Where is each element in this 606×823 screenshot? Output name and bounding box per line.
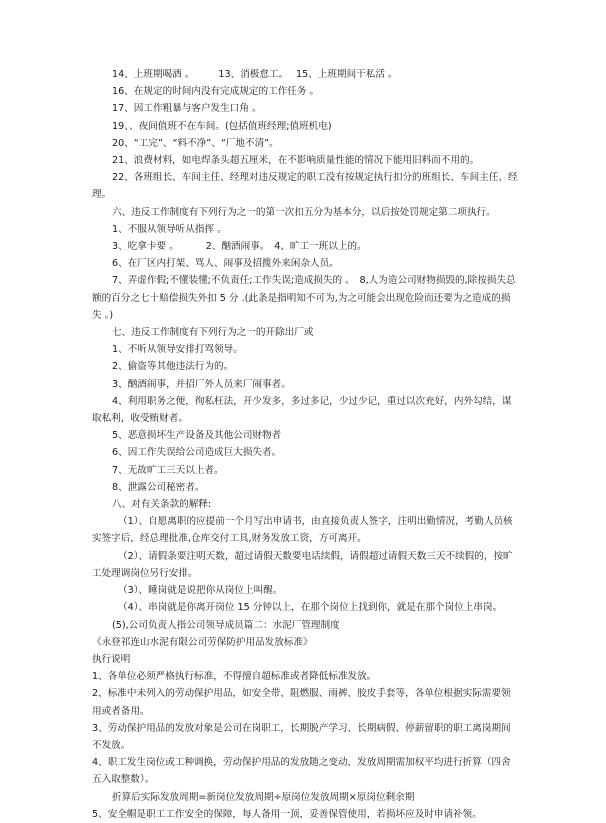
rule-21: 21、浪费材料，如电焊条头超五厘米，在不影响质量性能的情况下能用旧料而不用的。 [112, 155, 480, 167]
section-6-items-7-8: 7、弄虚作假;不懂装懂;不负责任;工作失误;造成损失的 。 8,人为造公司财物损毁的,除按损失总额的百分之七十赔偿损失外扣 5 分 .(此条是指明知不可为,为之可能会出现危险而还要为之造成的损失 。) [92, 275, 516, 321]
section-6-item-6: 6、在厂区内打架、骂人、闹事及招揽外来闲杂人员。 [112, 258, 339, 270]
section-7-item-5: 5、恶意损坏生产设备及其他公司财物者 [112, 430, 282, 442]
standard-title: 《永登祁连山水泥有限公司劳保防护用品发放标准》 [92, 636, 313, 648]
rule-22: 22、各班组长、车间主任、经理对违反规定的职工没有按规定执行扣分的班组长、车间主任、经理。 [92, 172, 518, 201]
explanation-2: （2）、请假条要注明天数，超过请假天数要电话续假，请假超过请假天数三天不续假的，按旷工处理调岗位另行安排。 [92, 550, 513, 579]
section-7-item-1: 1、不听从领导安排打骂领导。 [112, 344, 243, 356]
rule-20: 20、“工完”、“料不净”、“厂地不清”。 [112, 137, 279, 149]
section-8-heading: 八、对有关条款的解释: [112, 499, 212, 511]
rule-16: 16、在规定的时间内没有完成规定的工作任务 。 [112, 86, 320, 98]
note-5: 5、安全帽是职工工作安全的保障，每人备用一顶，妥善保管使用，若损坏应及时申请补领。 [92, 808, 482, 820]
document-body [92, 66, 520, 823]
section-7-item-3: 3、酗酒闹事，并招厂外人员来厂闹事者。 [112, 378, 291, 390]
explanation-3: （3）、睡岗就是说把你从岗位上叫醒。 [118, 585, 283, 597]
section-7-item-2: 2、偷盗等其他违法行为的。 [112, 361, 234, 373]
note-2: 2、标准中未列入的劳动保护用品，如安全带、阻燃服、雨裤、胶皮手套等，各单位根据实际需要领用或者备用。 [92, 688, 511, 717]
rule-14-15: 14、上班期喝酒 。 13、消极怠工。 15、上班期间干私活 。 [112, 69, 398, 80]
section-6-item-1: 1、不服从领导听从指挥 。 [112, 223, 227, 235]
explanation-1: （1）、自愿离职的应提前一个月写出申请书，由直接负责人签字，注明出勤情况，考勤人员核实签字后，经总理批准,仓库交付工具,财务发放工资，方可离开。 [92, 516, 513, 545]
explanation-5: (5),公司负责人指公司领导成员篇二：水泥厂管理制度 [112, 619, 340, 631]
note-1: 1、各单位必须严格执行标准，不得擅自超标准或者降低标准发放。 [92, 671, 377, 683]
section-7-item-6: 6、因工作失误给公司造成巨大损失者。 [112, 447, 282, 459]
section-7-item-4: 4、利用职务之便，徇私枉法，开少发多，多过多记，少过少记，重过以次充好，内外勾结，谋取私利，收受贿财者。 [92, 395, 512, 425]
explanation-4: （4）、串岗就是你离开岗位 15 分钟以上，在那个岗位上找到你，就是在那个岗位上串岗。 [118, 602, 503, 614]
section-6-items-3-2-4: 3、吃拿卡要 。 2、酗酒闹事。 4、旷工一班以上的。 [112, 241, 367, 253]
note-4: 4、职工发生岗位或工种调换，劳动保护用品的发放随之变动，发放周期需加权平均进行折算（四舍五入取整数）。 [92, 757, 511, 786]
section-7-item-7: 7、无故旷工三天以上者。 [112, 464, 224, 476]
section-6-heading: 六、违反工作制度有下列行为之一的第一次扣五分为基本分，以后按处罚规定第二项执行。 [112, 206, 496, 218]
section-7-item-8: 8、泄露公司秘密者。 [112, 481, 205, 493]
section-7-heading: 七、违反工作制度有下列行为之一的开除出厂或 [112, 327, 314, 339]
note-3: 3、劳动保护用品的发放对象是公司在岗职工，长期脱产学习、长期病假、停薪留职的职工离岗期间不发放。 [92, 722, 511, 751]
rule-17: 17、因工作粗暴与客户发生口角 。 [112, 103, 262, 115]
execution-notes-heading: 执行说明 [92, 653, 131, 665]
rule-19: 19、、夜间值班不在车间。(包括值班经理;值班机电) [112, 120, 332, 132]
formula: 折算后实际发放周期=新岗位发放周期÷原岗位发放周期×原岗位剩余期 [112, 791, 415, 803]
